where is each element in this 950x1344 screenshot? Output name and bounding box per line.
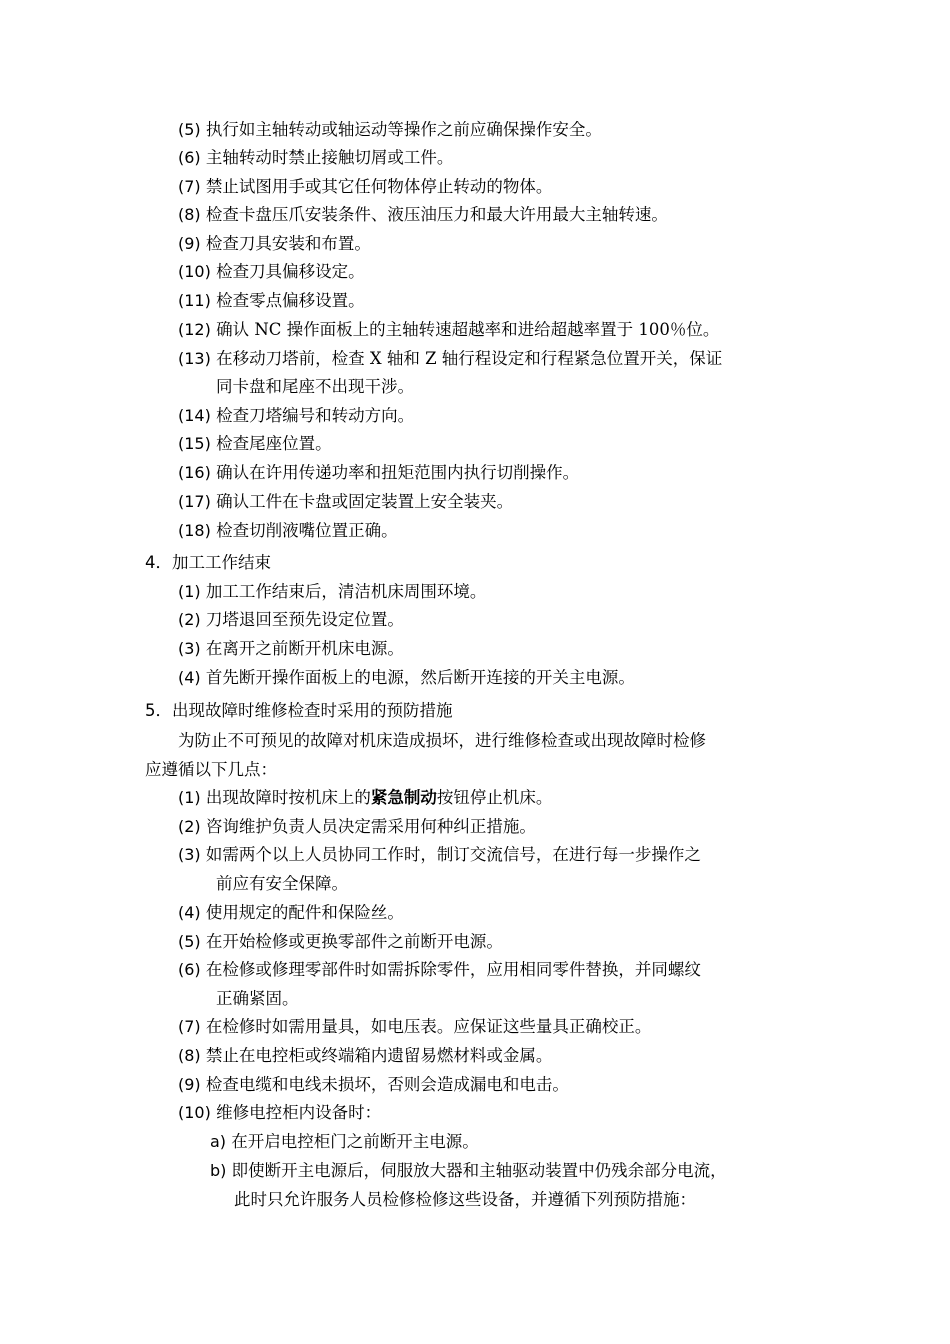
item-text: 检查零点偏移设置。 (216, 291, 365, 310)
item-text: 刀塔退回至预先设定位置。 (205, 610, 404, 629)
section-heading: 5．出现故障时维修检查时采用的预防措施 (145, 701, 453, 720)
item-number: (5) (178, 120, 201, 139)
list-item (178, 813, 536, 841)
list-item (178, 899, 404, 927)
list-item (178, 116, 602, 144)
item-number: (6) (178, 960, 201, 979)
item-number: (12) (178, 320, 211, 339)
item-text: 如需两个以上人员协同工作时，制订交流信号，在进行每一步操作之 (205, 845, 701, 864)
item-number: (4) (178, 668, 201, 687)
item-text: 检查刀具安装和布置。 (205, 234, 371, 253)
list-item (178, 578, 486, 606)
item-text: 检查卡盘压爪安装条件、液压油压力和最大许用最大主轴转速。 (205, 205, 668, 224)
list-item (178, 841, 701, 869)
item-number: (4) (178, 903, 201, 922)
item-number: (10) (178, 1103, 211, 1122)
item-number: (1) (178, 582, 201, 601)
list-item (178, 606, 404, 634)
item-text: 出现故障时按机床上的 (205, 788, 371, 807)
item-text: 在移动刀塔前，检查 X 轴和 Z 轴行程设定和行程紧急位置开关，保证 (216, 349, 723, 368)
list-item-continuation: 前应有安全保障。 (216, 874, 348, 893)
list-item (178, 459, 579, 487)
item-text: 检查刀具偏移设定。 (216, 262, 365, 281)
sub-list-item (210, 1157, 727, 1185)
item-number: (7) (178, 1017, 201, 1036)
item-number: (18) (178, 521, 211, 540)
list-item (178, 517, 398, 545)
item-text: 在开启电控柜门之前断开主电源。 (231, 1132, 479, 1151)
item-text: 主轴转动时禁止接触切屑或工件。 (205, 148, 454, 167)
item-number: (1) (178, 788, 201, 807)
item-text: 检查尾座位置。 (216, 434, 332, 453)
list-item (178, 430, 332, 458)
item-number: (3) (178, 845, 201, 864)
list-item (178, 635, 404, 663)
list-item (178, 345, 722, 373)
item-text: 咨询维护负责人员决定需采用何种纠正措施。 (205, 817, 536, 836)
list-item (178, 1013, 651, 1041)
list-item-continuation: 同卡盘和尾座不出现干涉。 (216, 377, 414, 396)
list-item (178, 1042, 552, 1070)
item-text: 维修电控柜内设备时： (216, 1103, 382, 1122)
list-item (178, 784, 552, 812)
item-text: 在开始检修或更换零部件之前断开电源。 (205, 932, 503, 951)
item-number: (9) (178, 1075, 201, 1094)
item-number: (5) (178, 932, 201, 951)
list-item (178, 287, 365, 315)
item-text: 执行如主轴转动或轴运动等操作之前应确保操作安全。 (205, 120, 602, 139)
item-text: 加工工作结束后，清洁机床周围环境。 (205, 582, 487, 601)
sub-list-item-continuation: 此时只允许服务人员检修检修这些设备，并遵循下列预防措施： (234, 1190, 696, 1209)
item-number: (11) (178, 291, 211, 310)
list-item (178, 144, 453, 172)
item-text: 检查刀塔编号和转动方向。 (216, 406, 415, 425)
list-item (178, 1099, 381, 1127)
list-item (178, 1071, 569, 1099)
list-item (178, 201, 668, 229)
item-text: 首先断开操作面板上的电源，然后断开连接的开关主电源。 (205, 668, 635, 687)
item-text: 使用规定的配件和保险丝。 (205, 903, 404, 922)
list-item (178, 488, 513, 516)
item-text: 确认在许用传递功率和扭矩范围内执行切削操作。 (216, 463, 580, 482)
section-heading: 4．加工工作结束 (145, 553, 271, 572)
item-number: (8) (178, 205, 201, 224)
item-number: (10) (178, 262, 211, 281)
item-number: (14) (178, 406, 211, 425)
list-item (178, 316, 719, 344)
paragraph-line: 为防止不可预见的故障对机床造成损坏，进行维修检查或出现故障时检修 (178, 731, 706, 750)
item-text: 确认工件在卡盘或固定装置上安全装夹。 (216, 492, 514, 511)
item-number: (15) (178, 434, 211, 453)
item-text: 在离开之前断开机床电源。 (205, 639, 404, 658)
item-text: 即使断开主电源后，伺服放大器和主轴驱动装置中仍残余部分电流， (231, 1161, 727, 1180)
emphasis-text: 紧急制动 (370, 788, 437, 807)
item-text: 检查切削液嘴位置正确。 (216, 521, 398, 540)
sub-list-item (210, 1128, 479, 1156)
list-item (178, 956, 701, 984)
list-item (178, 258, 365, 286)
item-text: 检查电缆和电线未损坏，否则会造成漏电和电击。 (205, 1075, 569, 1094)
list-item (178, 173, 552, 201)
list-item (178, 230, 371, 258)
list-item (178, 664, 635, 692)
item-number: (3) (178, 639, 201, 658)
item-number: (9) (178, 234, 201, 253)
item-text: 禁止试图用手或其它任何物体停止转动的物体。 (205, 177, 553, 196)
item-number: (2) (178, 817, 201, 836)
item-text: 按钮停止机床。 (436, 788, 553, 807)
item-text: 在检修时如需用量具，如电压表。应保证这些量具正确校正。 (205, 1017, 652, 1036)
item-number: (17) (178, 492, 211, 511)
item-text: 在检修或修理零部件时如需拆除零件，应用相同零件替换，并同螺纹 (205, 960, 701, 979)
list-item-continuation: 正确紧固。 (216, 989, 299, 1008)
item-text: 确认 NC 操作面板上的主轴转速超越率和进给超越率置于 100％位。 (216, 320, 720, 339)
list-item (178, 928, 503, 956)
item-number: (13) (178, 349, 211, 368)
item-text: 禁止在电控柜或终端箱内遗留易燃材料或金属。 (205, 1046, 553, 1065)
item-number: (6) (178, 148, 201, 167)
list-item (178, 402, 414, 430)
item-letter: a) (210, 1132, 227, 1151)
item-number: (16) (178, 463, 211, 482)
item-number: (2) (178, 610, 201, 629)
item-number: (7) (178, 177, 201, 196)
paragraph-line: 应遵循以下几点： (145, 760, 277, 779)
item-letter: b) (210, 1161, 227, 1180)
item-number: (8) (178, 1046, 201, 1065)
